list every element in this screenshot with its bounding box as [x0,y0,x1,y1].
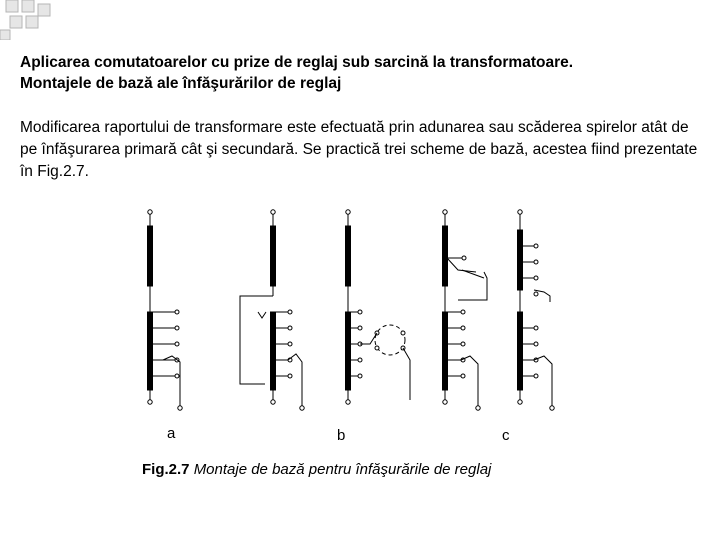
caption-number: Fig.2.7 [142,461,190,478]
figure-caption [142,461,491,478]
body-paragraph: Modificarea raportului de transformare este efectuată prin adunarea sau scăderea spirelor atât de pe înfăşurarea primară cât şi secundară. Se practică trei scheme de bază, acestea fiind prezentate în Fig.2.7. [20,119,698,180]
diagram-label-c: c [502,427,510,444]
diagram-c [443,210,555,410]
title-line-2: Montajele de bază ale înfăşurărilor de reglaj [20,75,342,92]
diagram-label-a: a [167,425,176,442]
diagram-b [240,210,410,410]
diagram-a [148,210,183,410]
caption-text: Montaje de bază pentru înfăşurările de reglaj [193,461,492,478]
title-line-1: Aplicarea comutatoarelor cu prize de reglaj sub sarcină la transformatoare. [20,54,574,71]
diagram-label-b: b [337,427,346,444]
